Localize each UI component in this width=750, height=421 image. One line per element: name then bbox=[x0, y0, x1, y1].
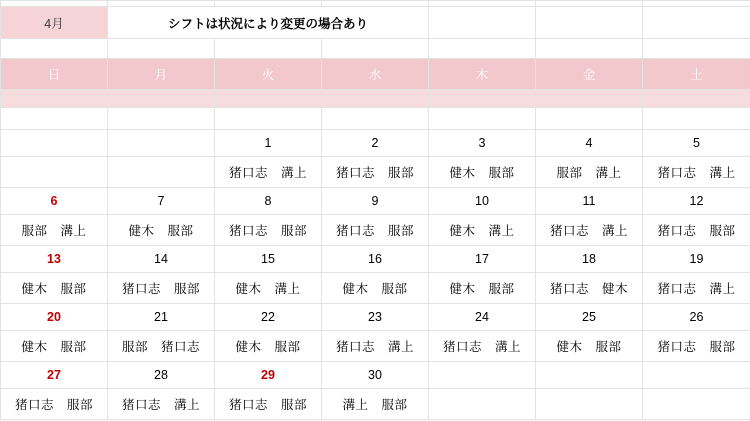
staff-cell[interactable] bbox=[536, 389, 643, 420]
blank-cell bbox=[322, 108, 429, 130]
title-spacer-cell bbox=[429, 7, 536, 39]
staff-cell[interactable]: 健木 服部 bbox=[1, 331, 108, 362]
header-underline-row bbox=[1, 90, 750, 108]
date-cell[interactable]: 17 bbox=[429, 246, 536, 273]
date-cell[interactable] bbox=[643, 362, 750, 389]
date-cell[interactable]: 18 bbox=[536, 246, 643, 273]
date-cell[interactable] bbox=[108, 130, 215, 157]
blank-cell bbox=[215, 108, 322, 130]
staff-cell[interactable]: 猪口志 溝上 bbox=[429, 331, 536, 362]
staff-row bbox=[1, 215, 750, 246]
date-cell[interactable]: 15 bbox=[215, 246, 322, 273]
staff-cell[interactable]: 猪口志 服部 bbox=[322, 215, 429, 246]
date-cell[interactable]: 1 bbox=[215, 130, 322, 157]
blank-row bbox=[1, 108, 750, 130]
header-underline-cell bbox=[322, 90, 429, 108]
gap-cell bbox=[643, 39, 750, 59]
staff-cell[interactable]: 猪口志 溝上 bbox=[643, 157, 750, 188]
date-cell[interactable]: 6 bbox=[1, 188, 108, 215]
staff-cell[interactable]: 猪口志 服部 bbox=[643, 331, 750, 362]
date-cell[interactable]: 20 bbox=[1, 304, 108, 331]
staff-row bbox=[1, 331, 750, 362]
gap-cell bbox=[1, 39, 108, 59]
date-cell[interactable]: 22 bbox=[215, 304, 322, 331]
date-cell[interactable]: 14 bbox=[108, 246, 215, 273]
staff-cell[interactable]: 猪口志 健木 bbox=[536, 273, 643, 304]
gap-cell bbox=[322, 39, 429, 59]
date-row bbox=[1, 130, 750, 157]
page-title: シフトは状況により変更の場合あり bbox=[108, 7, 429, 39]
staff-cell[interactable]: 健木 服部 bbox=[429, 157, 536, 188]
staff-cell[interactable] bbox=[643, 389, 750, 420]
gap-cell bbox=[108, 39, 215, 59]
staff-cell[interactable]: 健木 溝上 bbox=[429, 215, 536, 246]
gap-cell bbox=[429, 39, 536, 59]
date-cell[interactable] bbox=[429, 362, 536, 389]
date-cell[interactable]: 3 bbox=[429, 130, 536, 157]
staff-cell[interactable] bbox=[108, 157, 215, 188]
month-label: 4月 bbox=[1, 7, 108, 39]
title-row bbox=[1, 7, 750, 39]
header-underline-cell bbox=[536, 90, 643, 108]
date-cell[interactable]: 24 bbox=[429, 304, 536, 331]
staff-cell[interactable]: 猪口志 服部 bbox=[108, 273, 215, 304]
staff-cell[interactable]: 健木 服部 bbox=[536, 331, 643, 362]
staff-cell[interactable]: 服部 猪口志 bbox=[108, 331, 215, 362]
date-row bbox=[1, 304, 750, 331]
gap-row bbox=[1, 39, 750, 59]
date-cell[interactable]: 12 bbox=[643, 188, 750, 215]
gap-cell bbox=[536, 39, 643, 59]
header-underline-cell bbox=[215, 90, 322, 108]
date-cell[interactable]: 25 bbox=[536, 304, 643, 331]
date-cell[interactable]: 30 bbox=[322, 362, 429, 389]
date-row bbox=[1, 362, 750, 389]
staff-cell[interactable]: 健木 服部 bbox=[429, 273, 536, 304]
blank-cell bbox=[643, 108, 750, 130]
date-cell[interactable]: 23 bbox=[322, 304, 429, 331]
staff-row bbox=[1, 157, 750, 188]
staff-cell[interactable]: 猪口志 服部 bbox=[215, 215, 322, 246]
staff-cell[interactable] bbox=[429, 389, 536, 420]
title-spacer-cell bbox=[643, 7, 750, 39]
weekday-header-tue: 火 bbox=[215, 59, 322, 90]
date-cell[interactable]: 26 bbox=[643, 304, 750, 331]
weekday-header-mon: 月 bbox=[108, 59, 215, 90]
header-underline-cell bbox=[643, 90, 750, 108]
staff-cell[interactable]: 健木 服部 bbox=[322, 273, 429, 304]
weekday-header-fri: 金 bbox=[536, 59, 643, 90]
date-cell[interactable]: 5 bbox=[643, 130, 750, 157]
date-cell[interactable] bbox=[1, 130, 108, 157]
staff-cell[interactable]: 猪口志 服部 bbox=[215, 389, 322, 420]
staff-cell[interactable]: 猪口志 溝上 bbox=[215, 157, 322, 188]
blank-cell bbox=[429, 108, 536, 130]
date-cell[interactable]: 21 bbox=[108, 304, 215, 331]
date-cell[interactable]: 7 bbox=[108, 188, 215, 215]
weekday-header-sun: 日 bbox=[1, 59, 108, 90]
staff-cell[interactable]: 猪口志 服部 bbox=[1, 389, 108, 420]
staff-cell[interactable]: 服部 溝上 bbox=[536, 157, 643, 188]
date-cell[interactable]: 28 bbox=[108, 362, 215, 389]
gap-cell bbox=[215, 39, 322, 59]
staff-cell[interactable]: 健木 溝上 bbox=[215, 273, 322, 304]
date-cell[interactable]: 19 bbox=[643, 246, 750, 273]
date-cell[interactable]: 4 bbox=[536, 130, 643, 157]
staff-cell[interactable] bbox=[1, 157, 108, 188]
date-cell[interactable]: 10 bbox=[429, 188, 536, 215]
staff-cell[interactable]: 健木 服部 bbox=[1, 273, 108, 304]
date-cell[interactable]: 27 bbox=[1, 362, 108, 389]
staff-cell[interactable]: 猪口志 溝上 bbox=[536, 215, 643, 246]
weekday-header-row bbox=[1, 59, 750, 90]
staff-row bbox=[1, 389, 750, 420]
staff-cell[interactable]: 健木 服部 bbox=[215, 331, 322, 362]
weekday-header-sat: 土 bbox=[643, 59, 750, 90]
staff-cell[interactable]: 猪口志 服部 bbox=[322, 157, 429, 188]
date-row bbox=[1, 188, 750, 215]
date-cell[interactable] bbox=[536, 362, 643, 389]
header-underline-cell bbox=[108, 90, 215, 108]
staff-cell[interactable]: 猪口志 溝上 bbox=[643, 273, 750, 304]
staff-row bbox=[1, 273, 750, 304]
staff-cell[interactable]: 猪口志 溝上 bbox=[108, 389, 215, 420]
date-cell[interactable]: 8 bbox=[215, 188, 322, 215]
staff-cell[interactable]: 健木 服部 bbox=[108, 215, 215, 246]
date-cell[interactable]: 16 bbox=[322, 246, 429, 273]
staff-cell[interactable]: 猪口志 服部 bbox=[643, 215, 750, 246]
date-cell[interactable]: 11 bbox=[536, 188, 643, 215]
blank-cell bbox=[1, 108, 108, 130]
weekday-header-thu: 木 bbox=[429, 59, 536, 90]
blank-cell bbox=[108, 108, 215, 130]
header-underline-cell bbox=[1, 90, 108, 108]
date-cell[interactable]: 9 bbox=[322, 188, 429, 215]
weekday-header-wed: 水 bbox=[322, 59, 429, 90]
title-spacer-cell bbox=[536, 7, 643, 39]
date-cell[interactable]: 13 bbox=[1, 246, 108, 273]
date-cell[interactable]: 2 bbox=[322, 130, 429, 157]
staff-cell[interactable]: 服部 溝上 bbox=[1, 215, 108, 246]
blank-cell bbox=[536, 108, 643, 130]
header-underline-cell bbox=[429, 90, 536, 108]
date-cell[interactable]: 29 bbox=[215, 362, 322, 389]
staff-cell[interactable]: 猪口志 溝上 bbox=[322, 331, 429, 362]
date-row bbox=[1, 246, 750, 273]
staff-cell[interactable]: 溝上 服部 bbox=[322, 389, 429, 420]
